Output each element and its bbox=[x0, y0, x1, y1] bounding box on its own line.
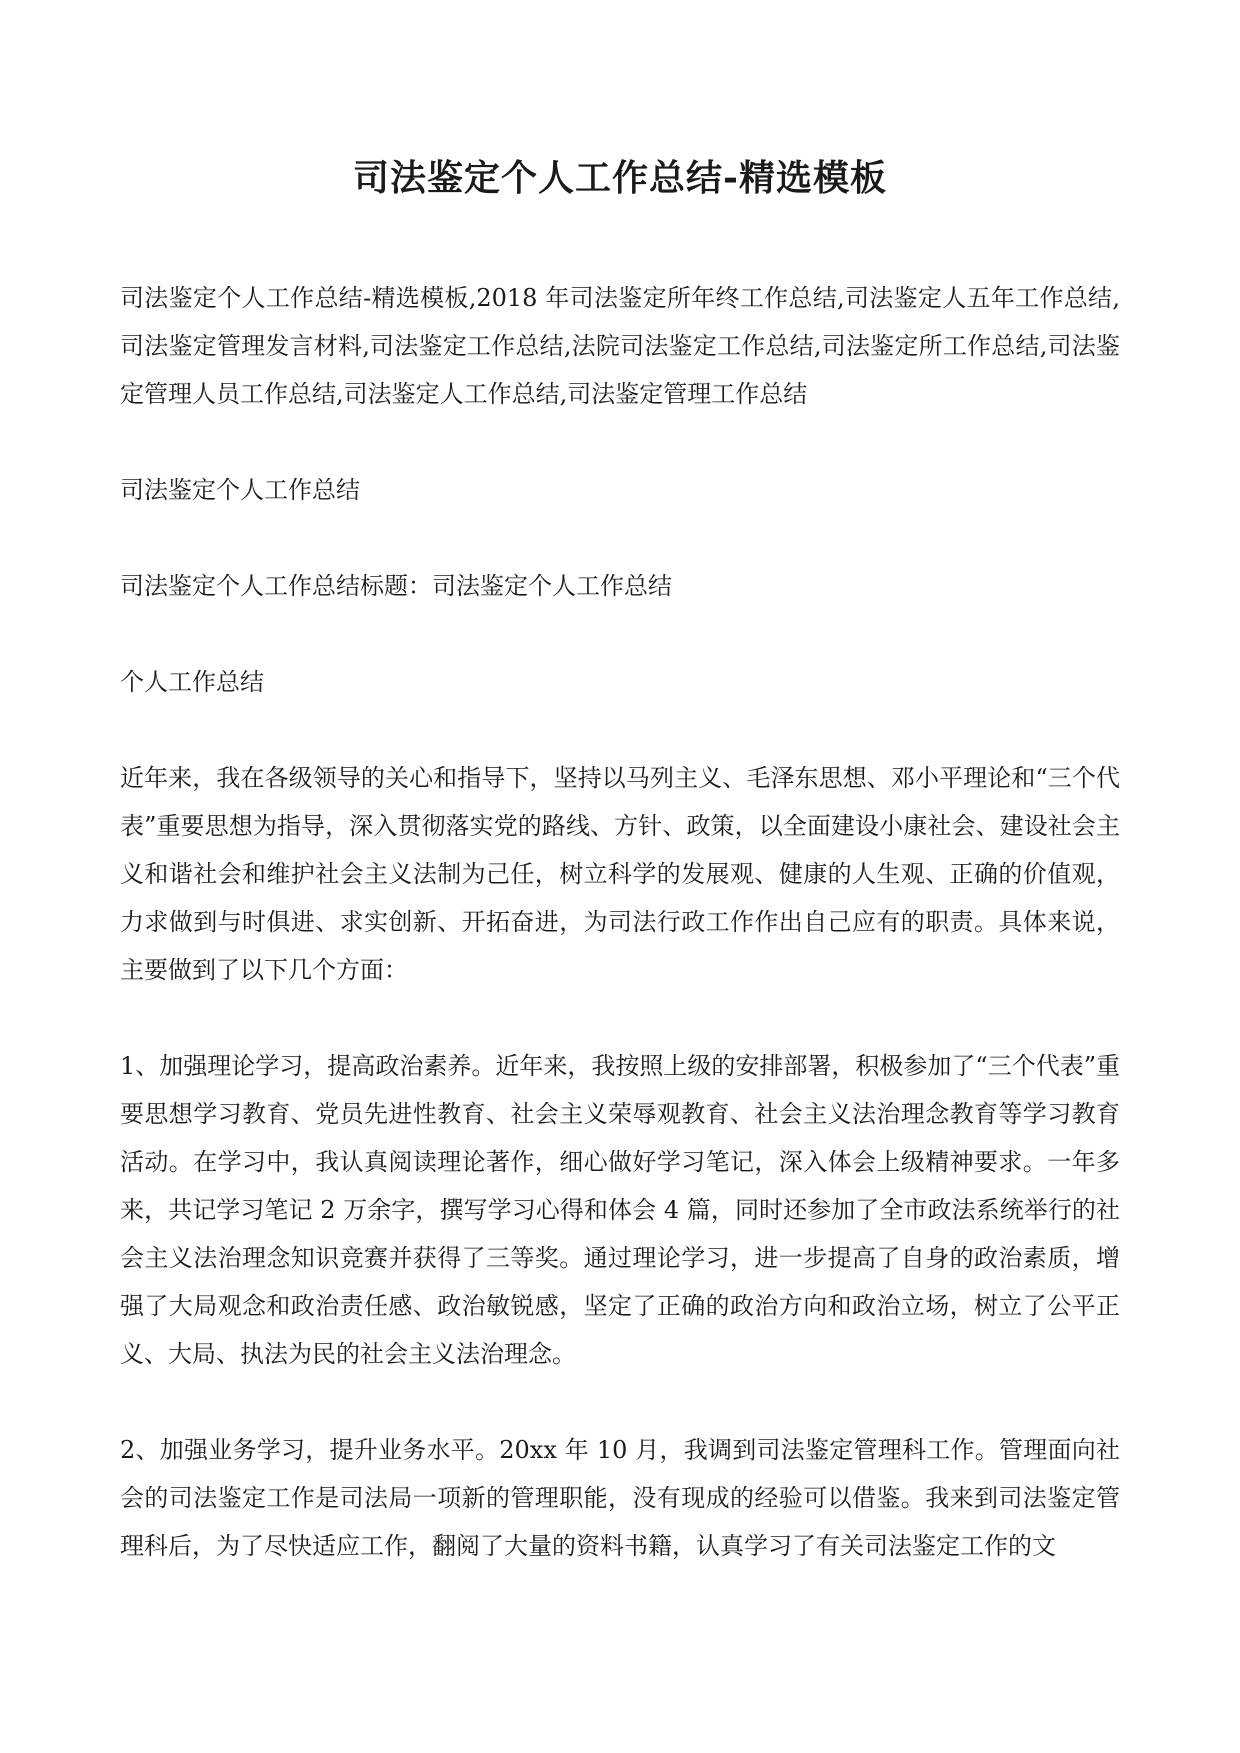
intro-paragraph: 近年来，我在各级领导的关心和指导下，坚持以马列主义、毛泽东思想、邓小平理论和“三个代表”重要思想为指导，深入贯彻落实党的路线、方针、政策，以全面建设小康社会、建设社会主义和谐社会和维护社会主义法制为己任，树立科学的发展观、健康的人生观、正确的价值观，力求做到与时俱进、求实创新、开拓奋进，为司法行政工作作出自己应有的职责。具体来说，主要做到了以下几个方面： bbox=[120, 764, 1120, 984]
section-heading-paragraph: 个人工作总结 bbox=[120, 668, 264, 696]
document-title: 司法鉴定个人工作总结-精选模板 bbox=[353, 157, 887, 199]
title-line-paragraph: 司法鉴定个人工作总结标题：司法鉴定个人工作总结 bbox=[120, 572, 672, 600]
keywords-paragraph: 司法鉴定个人工作总结-精选模板,2018 年司法鉴定所年终工作总结,司法鉴定人五年工作总结,司法鉴定管理发言材料,司法鉴定工作总结,法院司法鉴定工作总结,司法鉴定所工作总结,司法鉴定管理人员工作总结,司法鉴定人工作总结,司法鉴定管理工作总结 bbox=[120, 284, 1120, 408]
document-page bbox=[120, 150, 1120, 1618]
point-2-paragraph: 2、加强业务学习，提升业务水平。20xx 年 10 月，我调到司法鉴定管理科工作。管理面向社会的司法鉴定工作是司法局一项新的管理职能，没有现成的经验可以借鉴。我来到司法鉴定管理科后，为了尽快适应工作，翻阅了大量的资料书籍，认真学习了有关司法鉴定工作的文 bbox=[120, 1436, 1120, 1560]
subtitle-paragraph: 司法鉴定个人工作总结 bbox=[120, 476, 360, 504]
point-1-paragraph: 1、加强理论学习，提高政治素养。近年来，我按照上级的安排部署，积极参加了“三个代表”重要思想学习教育、党员先进性教育、社会主义荣辱观教育、社会主义法治理念教育等学习教育活动。在学习中，我认真阅读理论著作，细心做好学习笔记，深入体会上级精神要求。一年多来，共记学习笔记 2 万余字，撰写学习心得和体会 4 篇，同时还参加了全市政法系统举行的社会主义法治理念知识竞赛并获得了三等奖。通过理论学习，进一步提高了自身的政治素质，增强了大局观念和政治责任感、政治敏锐感，坚定了正确的政治方向和政治立场，树立了公平正义、大局、执法为民的社会主义法治理念。 bbox=[120, 1052, 1120, 1368]
